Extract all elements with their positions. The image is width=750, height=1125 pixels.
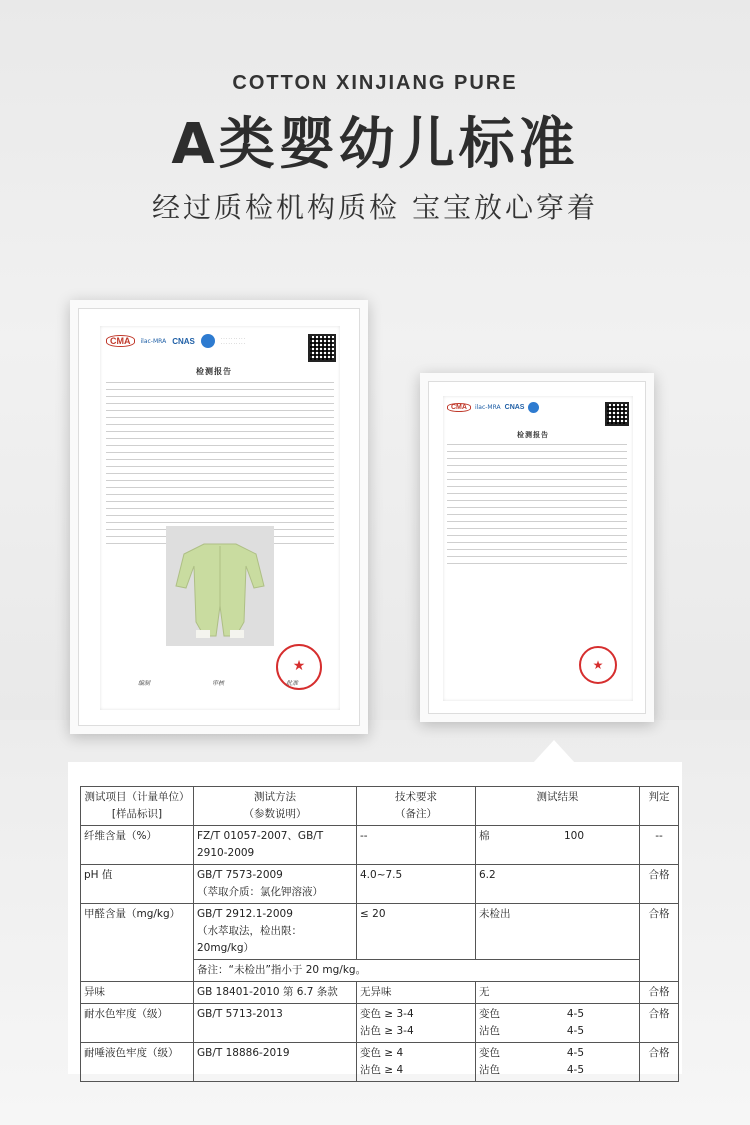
signature-2: 审核 [211, 680, 224, 687]
table-header-row [81, 787, 679, 826]
cma-logo: CMA [106, 335, 135, 347]
cnas-logo: CNAS [172, 336, 195, 346]
ilac-logo: ilac-MRA [140, 337, 167, 345]
cnas-logo: CNAS [504, 404, 525, 411]
signature-row [138, 678, 298, 687]
fiber-item: 纤维含量（%） [81, 826, 194, 865]
header-item: 测试项目（计量单位） [样品标识] [81, 787, 194, 826]
fiber-method: FZ/T 01057-2007、GB/T 2910-2009 [194, 826, 357, 865]
test-results-table [80, 786, 679, 1082]
saliva-verdict: 合格 [640, 1043, 679, 1082]
callout-pointer [532, 740, 576, 764]
table-row [81, 1043, 679, 1082]
lab-header-text: · · · · · · · · · · · · · · · · · · · · [220, 336, 246, 346]
qr-code-icon [605, 402, 629, 426]
ph-requirement: 4.0~7.5 [357, 865, 476, 904]
accreditation-badge-icon [201, 334, 215, 348]
ph-verdict: 合格 [640, 865, 679, 904]
saliva-item: 耐唾液色牢度（级） [81, 1043, 194, 1082]
formaldehyde-result: 未检出 [476, 904, 640, 960]
odor-result: 无 [476, 982, 640, 1004]
signature-3: 批准 [285, 680, 298, 687]
right-certificate-frame [420, 373, 654, 722]
saliva-method: GB/T 18886-2019 [194, 1043, 357, 1082]
baby-romper-image [166, 526, 274, 646]
fiber-verdict: -- [640, 826, 679, 865]
logo-row [447, 402, 539, 413]
left-certificate-frame [70, 300, 368, 734]
table-row [81, 1004, 679, 1043]
accreditation-badge-icon [528, 402, 539, 413]
fiber-requirement: -- [357, 826, 476, 865]
odor-item: 异味 [81, 982, 194, 1004]
formaldehyde-note: 备注：“未检出”指小于 20 mg/kg。 [194, 960, 640, 982]
official-red-stamp: ★ [276, 644, 322, 690]
report-title: 检测报告 [196, 367, 232, 376]
odor-requirement: 无异味 [357, 982, 476, 1004]
test-results-card [68, 762, 682, 1074]
table-row [81, 865, 679, 904]
water-verdict: 合格 [640, 1004, 679, 1043]
report-info-lines [106, 382, 334, 550]
qr-code-icon [308, 334, 336, 362]
water-item: 耐水色牢度（级） [81, 1004, 194, 1043]
ph-method: GB/T 7573-2009 （萃取介质：氯化钾溶液） [194, 865, 357, 904]
formaldehyde-item: 甲醛含量（mg/kg） [81, 904, 194, 982]
table-row [81, 904, 679, 960]
water-requirement: 变色 ≥ 3-4 沾色 ≥ 3-4 [357, 1004, 476, 1043]
header-result: 测试结果 [476, 787, 640, 826]
cma-logo: CMA [447, 403, 471, 412]
main-title: A类婴幼儿标准 [171, 112, 579, 177]
fiber-result: 棉 100 [476, 826, 640, 865]
odor-method: GB 18401-2010 第 6.7 条款 [194, 982, 357, 1004]
header-verdict: 判定 [640, 787, 679, 826]
right-report-paper [443, 396, 633, 701]
table-row [81, 826, 679, 865]
header-method: 测试方法 （参数说明） [194, 787, 357, 826]
signature-1: 编制 [138, 680, 151, 687]
formaldehyde-method: GB/T 2912.1-2009 （水萃取法，检出限：20mg/kg） [194, 904, 357, 960]
table-row [81, 982, 679, 1004]
ph-item: pH 值 [81, 865, 194, 904]
header-requirement: 技术要求 （备注） [357, 787, 476, 826]
formaldehyde-requirement: ≤ 20 [357, 904, 476, 960]
saliva-result: 变色 4-5 沾色 4-5 [476, 1043, 640, 1082]
ph-result: 6.2 [476, 865, 640, 904]
english-subtitle: COTTON XINJIANG PURE [232, 72, 518, 94]
formaldehyde-verdict: 合格 [640, 904, 679, 982]
ilac-logo: ilac-MRA [474, 404, 501, 411]
official-red-stamp: ★ [579, 646, 617, 684]
tagline: 经过质检机构质检 宝宝放心穿着 [152, 191, 598, 224]
logo-row [106, 334, 245, 348]
left-report-paper [100, 326, 340, 710]
water-method: GB/T 5713-2013 [194, 1004, 357, 1043]
water-result: 变色 4-5 沾色 4-5 [476, 1004, 640, 1043]
saliva-requirement: 变色 ≥ 4 沾色 ≥ 4 [357, 1043, 476, 1082]
report-table-lines [447, 444, 627, 570]
report-title: 检测报告 [517, 431, 549, 439]
odor-verdict: 合格 [640, 982, 679, 1004]
